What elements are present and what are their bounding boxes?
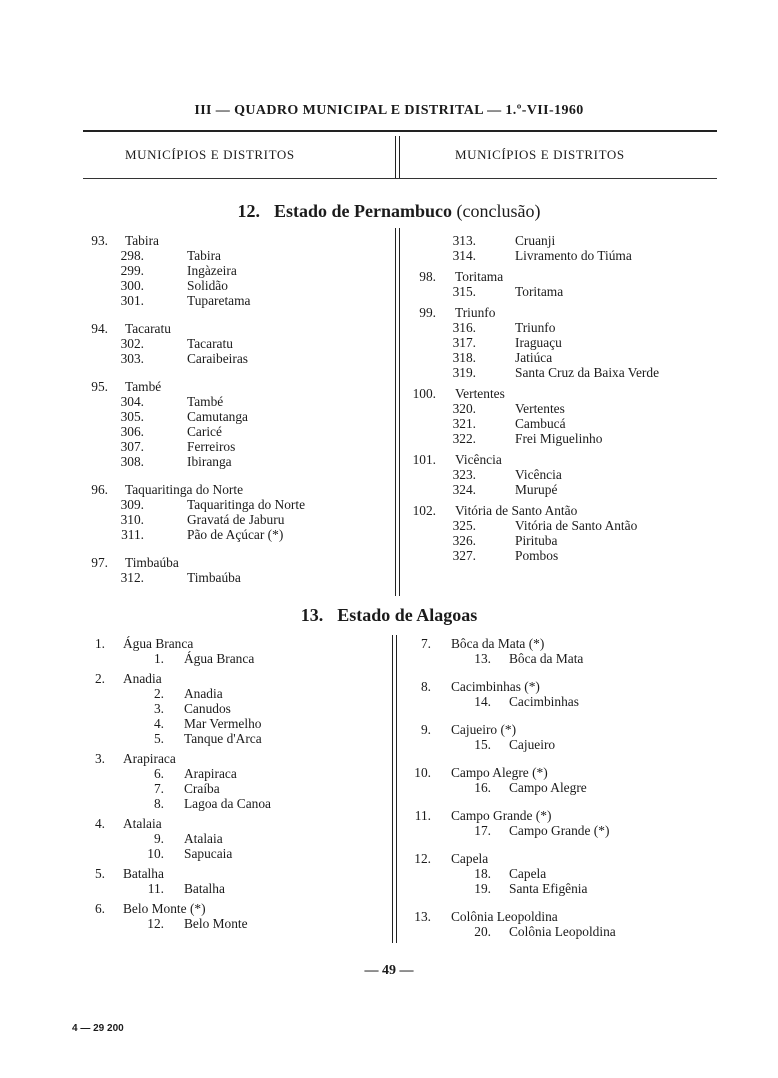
district-row [80, 263, 390, 278]
municipality-number: 7. [420, 636, 431, 651]
district-number: 327. [452, 548, 476, 563]
district-number: 307. [120, 439, 144, 454]
municipality-entry [80, 233, 390, 308]
district-number: 317. [452, 335, 476, 350]
district-number: 304. [120, 394, 144, 409]
municipality-entry [400, 636, 720, 666]
district-number: 313. [452, 233, 476, 248]
district-row [402, 467, 722, 482]
district-row [400, 651, 720, 666]
municipality-name: Anadia [123, 671, 162, 686]
district-row [80, 766, 390, 781]
district-name: Tabira [187, 248, 222, 263]
pernambuco-left-column [80, 233, 390, 585]
district-row [402, 482, 722, 497]
district-number: 9. [153, 831, 164, 846]
municipality-entry [400, 722, 720, 752]
district-number: 318. [452, 350, 476, 365]
district-number: 8. [153, 796, 164, 811]
district-row [402, 533, 722, 548]
district-name: Vicência [515, 467, 562, 482]
municipality-number: 99. [419, 305, 436, 320]
municipality-name: Batalha [123, 866, 164, 881]
district-row [402, 335, 722, 350]
municipality-entry [402, 503, 722, 563]
district-number: 303. [120, 351, 144, 366]
district-name: Cruanji [515, 233, 556, 248]
column-heading-right: MUNICÍPIOS E DISTRITOS [455, 147, 625, 162]
header-column-divider [395, 136, 400, 178]
municipality-name: Campo Alegre (*) [451, 765, 548, 780]
district-row [400, 866, 720, 881]
municipality-entry [80, 555, 390, 585]
district-name: Pão de Açúcar (*) [187, 527, 284, 542]
municipality-entry [80, 816, 390, 861]
district-number: 12. [147, 916, 164, 931]
district-name: Livramento do Tiúma [515, 248, 632, 263]
municipality-entry [402, 269, 722, 299]
district-name: Iraguaçu [515, 335, 562, 350]
municipality-entry [80, 636, 390, 666]
district-row [400, 924, 720, 939]
municipality-entry [402, 233, 722, 263]
district-number: 310. [120, 512, 144, 527]
municipality-name: Arapiraca [123, 751, 176, 766]
municipality-number: 98. [419, 269, 436, 284]
district-row [80, 527, 390, 542]
municipality-entry [80, 866, 390, 896]
district-name: També [187, 394, 224, 409]
district-row [80, 454, 390, 469]
district-number: 315. [452, 284, 476, 299]
district-number: 2. [153, 686, 164, 701]
district-row [80, 497, 390, 512]
district-row [402, 233, 722, 248]
district-row [80, 651, 390, 666]
municipality-entry [80, 671, 390, 746]
municipality-name: Campo Grande (*) [451, 808, 552, 823]
district-name: Gravatá de Jaburu [187, 512, 285, 527]
page-header: III — QUADRO MUNICIPAL E DISTRITAL — 1.º-VII-1960 [194, 103, 584, 118]
municipality-number: 13. [414, 909, 431, 924]
municipality-entry [80, 482, 390, 542]
district-name: Mar Vermelho [184, 716, 262, 731]
district-name: Campo Grande (*) [509, 823, 610, 838]
district-name: Bôca da Mata [509, 651, 584, 666]
district-number: 10. [147, 846, 164, 861]
district-name: Murupé [515, 482, 558, 497]
district-row [80, 278, 390, 293]
municipality-name: Colônia Leopoldina [451, 909, 558, 924]
district-number: 14. [474, 694, 491, 709]
district-name: Ferreiros [187, 439, 236, 454]
header-rule [83, 130, 717, 132]
municipality-entry [400, 851, 720, 896]
district-name: Canudos [184, 701, 231, 716]
district-name: Pombos [515, 548, 559, 563]
district-row [400, 881, 720, 896]
municipality-number: 95. [91, 379, 108, 394]
district-number: 16. [474, 780, 491, 795]
district-row [400, 737, 720, 752]
district-name: Triunfo [515, 320, 556, 335]
municipality-entry [80, 751, 390, 811]
district-name: Belo Monte [184, 916, 248, 931]
district-row [402, 350, 722, 365]
district-row [402, 320, 722, 335]
municipality-number: 94. [91, 321, 108, 336]
district-row [80, 831, 390, 846]
district-number: 13. [474, 651, 491, 666]
district-row [80, 336, 390, 351]
district-row [402, 365, 722, 380]
district-number: 319. [452, 365, 476, 380]
district-row [402, 248, 722, 263]
municipality-name: Tabira [125, 233, 160, 248]
district-name: Capela [509, 866, 547, 881]
district-name: Santa Cruz da Baixa Verde [515, 365, 660, 380]
district-row [402, 431, 722, 446]
municipality-number: 1. [94, 636, 105, 651]
district-row [80, 781, 390, 796]
district-row [80, 796, 390, 811]
district-name: Campo Alegre [509, 780, 587, 795]
district-row [80, 409, 390, 424]
district-row [80, 439, 390, 454]
district-number: 17. [474, 823, 491, 838]
municipality-name: També [125, 379, 162, 394]
district-name: Vitória de Santo Antão [515, 518, 638, 533]
district-name: Santa Efigênia [509, 881, 588, 896]
section-name: Estado de Alagoas [337, 605, 478, 625]
district-row [402, 518, 722, 533]
district-number: 20. [474, 924, 491, 939]
district-row [80, 570, 390, 585]
municipality-number: 97. [91, 555, 108, 570]
district-name: Cambucá [515, 416, 566, 431]
district-name: Caricé [187, 424, 222, 439]
district-number: 19. [474, 881, 491, 896]
district-name: Batalha [184, 881, 225, 896]
district-name: Sapucaia [184, 846, 233, 861]
district-name: Toritama [515, 284, 564, 299]
district-name: Solidão [187, 278, 228, 293]
district-row [80, 248, 390, 263]
district-number: 300. [120, 278, 144, 293]
district-row [80, 424, 390, 439]
municipality-name: Água Branca [123, 636, 194, 651]
municipality-number: 5. [94, 866, 105, 881]
district-name: Frei Miguelinho [515, 431, 603, 446]
district-row [400, 694, 720, 709]
district-row [80, 701, 390, 716]
column-heading-left: MUNICÍPIOS E DISTRITOS [125, 147, 295, 162]
page-number: — 49 — [364, 963, 414, 978]
district-row [402, 401, 722, 416]
district-number: 309. [120, 497, 144, 512]
municipality-name: Triunfo [455, 305, 496, 320]
municipality-number: 12. [414, 851, 431, 866]
municipality-number: 93. [91, 233, 108, 248]
district-number: 323. [452, 467, 476, 482]
municipality-number: 9. [420, 722, 431, 737]
district-number: 6. [153, 766, 164, 781]
municipality-entry [402, 386, 722, 446]
district-number: 320. [452, 401, 476, 416]
district-number: 3. [153, 701, 164, 716]
district-row [402, 284, 722, 299]
district-number: 15. [474, 737, 491, 752]
section-number: 12. [237, 201, 260, 221]
district-number: 326. [452, 533, 476, 548]
municipality-entry [80, 321, 390, 366]
district-name: Cacimbinhas [509, 694, 579, 709]
district-number: 5. [153, 731, 164, 746]
district-number: 18. [474, 866, 491, 881]
municipality-number: 96. [91, 482, 108, 497]
municipality-number: 4. [94, 816, 105, 831]
district-row [80, 686, 390, 701]
district-name: Colônia Leopoldina [509, 924, 616, 939]
municipality-name: Tacaratu [125, 321, 171, 336]
district-number: 7. [153, 781, 164, 796]
district-number: 1. [153, 651, 164, 666]
municipality-name: Belo Monte (*) [123, 901, 206, 916]
district-name: Camutanga [187, 409, 248, 424]
pernambuco-right-column [402, 233, 722, 563]
section-title-alagoas [0, 605, 778, 626]
district-name: Ibiranga [187, 454, 232, 469]
municipality-name: Atalaia [123, 816, 162, 831]
column-heading-rule [83, 178, 717, 179]
municipality-entry [400, 765, 720, 795]
district-number: 308. [120, 454, 144, 469]
column-divider-pernambuco [395, 228, 400, 596]
municipality-name: Cajueiro (*) [451, 722, 517, 737]
district-row [402, 416, 722, 431]
municipality-number: 3. [94, 751, 105, 766]
municipality-entry [402, 305, 722, 380]
district-row [80, 351, 390, 366]
municipality-name: Bôca da Mata (*) [451, 636, 545, 651]
district-number: 306. [120, 424, 144, 439]
municipality-number: 8. [420, 679, 431, 694]
district-number: 312. [120, 570, 144, 585]
district-number: 324. [452, 482, 476, 497]
municipality-name: Taquaritinga do Norte [125, 482, 244, 497]
section-title-pernambuco [0, 201, 778, 222]
district-number: 322. [452, 431, 476, 446]
municipality-name: Cacimbinhas (*) [451, 679, 540, 694]
district-row [80, 916, 390, 931]
municipality-number: 11. [414, 808, 431, 823]
district-number: 299. [120, 263, 144, 278]
district-row [80, 293, 390, 308]
district-row [402, 548, 722, 563]
district-row [80, 512, 390, 527]
municipality-number: 6. [94, 901, 105, 916]
alagoas-right-column [400, 636, 720, 939]
municipality-name: Toritama [455, 269, 504, 284]
district-name: Jatiúca [515, 350, 553, 365]
municipality-name: Vicência [455, 452, 502, 467]
district-name: Caraibeiras [187, 351, 248, 366]
district-name: Taquaritinga do Norte [187, 497, 306, 512]
district-name: Vertentes [515, 401, 565, 416]
municipality-number: 2. [94, 671, 105, 686]
section-name: Estado de Pernambuco [274, 201, 453, 221]
district-row [80, 846, 390, 861]
municipality-number: 100. [412, 386, 436, 401]
district-name: Craíba [184, 781, 220, 796]
district-name: Atalaia [184, 831, 223, 846]
district-name: Lagoa da Canoa [184, 796, 271, 811]
district-row [80, 394, 390, 409]
district-number: 314. [452, 248, 476, 263]
municipality-entry [400, 679, 720, 709]
municipality-entry [80, 379, 390, 469]
district-number: 321. [452, 416, 476, 431]
district-number: 316. [452, 320, 476, 335]
district-number: 4. [153, 716, 164, 731]
district-name: Timbaúba [187, 570, 241, 585]
district-number: 305. [120, 409, 144, 424]
district-name: Arapiraca [184, 766, 237, 781]
section-note: (conclusão) [456, 201, 541, 221]
municipality-number: 102. [412, 503, 436, 518]
district-row [400, 823, 720, 838]
district-name: Água Branca [184, 651, 255, 666]
section-number: 13. [300, 605, 324, 625]
district-name: Tacaratu [187, 336, 233, 351]
municipality-number: 10. [414, 765, 431, 780]
district-number: 325. [452, 518, 476, 533]
column-divider-alagoas [392, 635, 397, 943]
municipality-name: Timbaúba [125, 555, 179, 570]
district-number: 298. [120, 248, 144, 263]
district-name: Tanque d'Arca [184, 731, 262, 746]
district-name: Anadia [184, 686, 223, 701]
municipality-entry [402, 452, 722, 497]
district-row [80, 716, 390, 731]
district-name: Tuparetama [187, 293, 251, 308]
municipality-entry [400, 808, 720, 838]
municipality-name: Vertentes [455, 386, 505, 401]
alagoas-left-column [80, 636, 390, 931]
municipality-entry [400, 909, 720, 939]
district-row [400, 780, 720, 795]
municipality-name: Capela [451, 851, 489, 866]
district-row [80, 731, 390, 746]
district-number: 11. [147, 881, 164, 896]
district-name: Cajueiro [509, 737, 556, 752]
district-number: 302. [120, 336, 144, 351]
district-number: 311. [121, 527, 144, 542]
district-row [80, 881, 390, 896]
municipality-name: Vitória de Santo Antão [455, 503, 578, 518]
municipality-number: 101. [412, 452, 436, 467]
district-name: Pirituba [515, 533, 558, 548]
print-code: 4 — 29 200 [72, 1023, 124, 1034]
district-name: Ingàzeira [187, 263, 237, 278]
district-number: 301. [120, 293, 144, 308]
municipality-entry [80, 901, 390, 931]
